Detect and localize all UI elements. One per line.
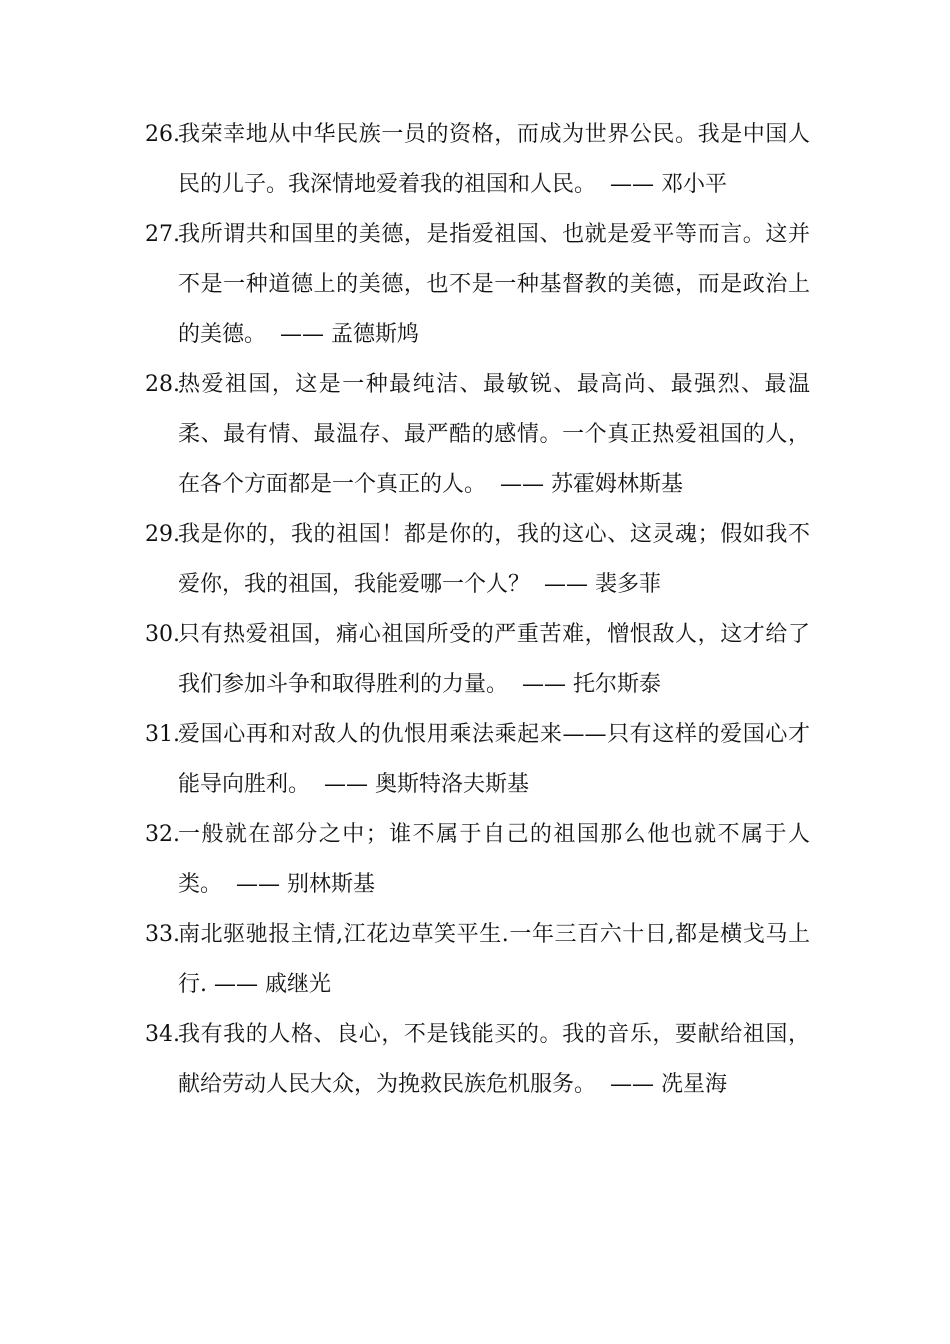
quote-author: —— 冼星海 — [610, 1072, 728, 1097]
quote-author: —— 孟德斯鸠 — [280, 322, 420, 347]
quote-item — [145, 510, 810, 610]
quote-text: 只有热爱祖国，痛心祖国所受的严重苦难，憎恨敌人，这才给了我们参加斗争和取得胜利的力量。 — [178, 622, 810, 697]
quote-number: 31. — [145, 722, 180, 747]
quote-number: 26. — [145, 122, 180, 147]
quote-text: 爱国心再和对敌人的仇恨用乘法乘起来——只有这样的爱国心才能导向胜利。 — [178, 722, 810, 797]
quote-item — [145, 810, 810, 910]
quote-text: 我荣幸地从中华民族一员的资格，而成为世界公民。我是中国人民的儿子。我深情地爱着我的祖国和人民。 — [178, 122, 810, 197]
quote-author: —— 裴多菲 — [544, 572, 662, 597]
quote-text: 我所谓共和国里的美德，是指爱祖国、也就是爱平等而言。这并不是一种道德上的美德，也不是一种基督教的美德，而是政治上的美德。 — [178, 222, 810, 347]
quote-item — [145, 1010, 810, 1110]
quote-number: 33. — [145, 922, 180, 947]
quote-number: 34. — [145, 1022, 180, 1047]
quote-item — [145, 110, 810, 210]
quote-item — [145, 710, 810, 810]
quote-number: 30. — [145, 622, 180, 647]
quote-text: 我是你的，我的祖国！都是你的，我的这心、这灵魂；假如我不爱你，我的祖国，我能爱哪一个人？ — [178, 522, 810, 597]
quote-author: —— 奥斯特洛夫斯基 — [324, 772, 530, 797]
quote-item — [145, 610, 810, 710]
quote-author: —— 苏霍姆林斯基 — [500, 472, 684, 497]
quote-number: 29. — [145, 522, 180, 547]
quote-item — [145, 910, 810, 1010]
quote-author: —— 别林斯基 — [236, 872, 376, 897]
quote-text: 热爱祖国，这是一种最纯洁、最敏锐、最高尚、最强烈、最温柔、最有情、最温存、最严酷的感情。一个真正热爱祖国的人，在各个方面都是一个真正的人。 — [178, 372, 810, 497]
quote-number: 27. — [145, 222, 180, 247]
quote-author: —— 托尔斯泰 — [522, 672, 662, 697]
quote-text: 南北驱驰报主情,江花边草笑平生.一年三百六十日,都是横戈马上行. — [178, 922, 810, 997]
quote-number: 32. — [145, 822, 180, 847]
quote-author: —— 戚继光 — [214, 972, 331, 997]
quote-item — [145, 360, 810, 510]
quote-list — [145, 110, 810, 1110]
quote-number: 28. — [145, 372, 180, 397]
quote-text: 一般就在部分之中；谁不属于自己的祖国那么他也就不属于人类。 — [178, 822, 810, 897]
quote-item — [145, 210, 810, 360]
quote-author: —— 邓小平 — [610, 172, 728, 197]
quote-text: 我有我的人格、良心，不是钱能买的。我的音乐，要献给祖国，献给劳动人民大众，为挽救民族危机服务。 — [178, 1022, 810, 1097]
